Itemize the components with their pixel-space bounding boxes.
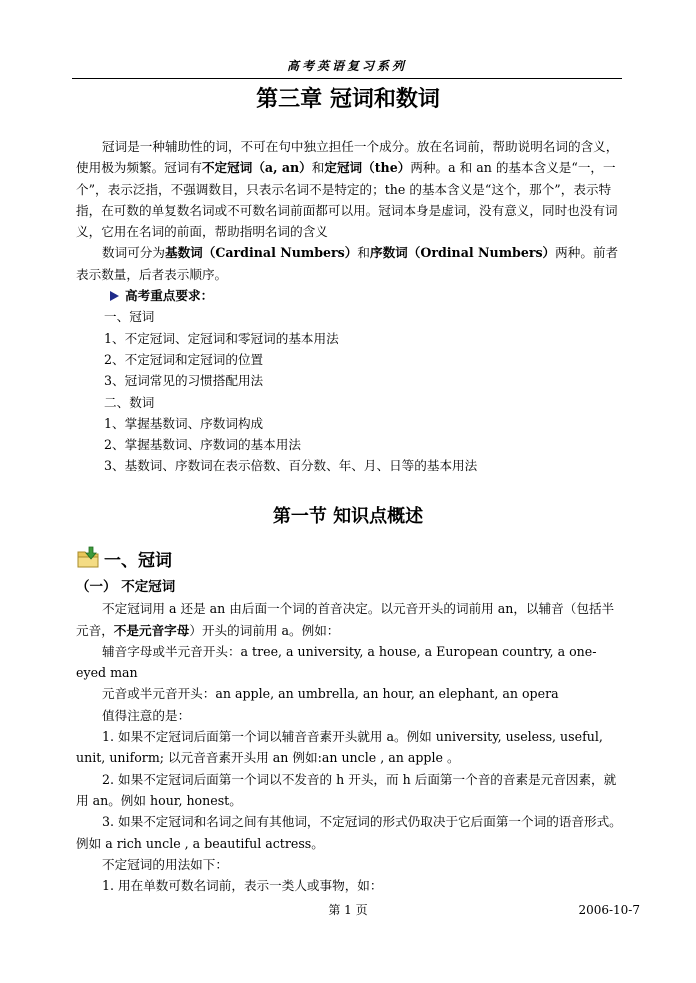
section-title: 第一节 知识点概述 — [272, 506, 424, 527]
text-run: 和 — [357, 245, 370, 261]
running-header: 高考英语复习系列 — [72, 54, 622, 79]
body-paragraph — [76, 598, 622, 641]
requirements-heading: 高考重点要求： — [76, 285, 622, 306]
text-run: 不定冠词的用法如下： — [102, 856, 228, 872]
requirement-item: 2、掌握基数词、序数词的基本用法 — [104, 437, 301, 453]
intro-block — [76, 136, 622, 477]
requirement-item: 3、冠词常见的习惯搭配用法 — [104, 373, 264, 389]
bold-term: 基数词（Cardinal Numbers） — [164, 245, 358, 261]
text-run: 1. 如果不定冠词后面第一个词以辅音音素开头就用 a。例如 university, useless, useful, unit, uniform; 以元音音素开头用 an 例如:an uncle , an apple 。 — [76, 729, 603, 766]
part-paragraphs — [76, 598, 622, 896]
intro-paragraph-2 — [76, 242, 622, 285]
requirement-item: 3、基数词、序数词在表示倍数、百分数、年、月、日等的基本用法 — [104, 458, 478, 474]
text-run: 数词可分为 — [102, 245, 165, 261]
text-run: 2. 如果不定冠词后面第一个词以不发音的 h 开头，而 h 后面第一个音的音素是元音因素，就用 an。例如 hour, honest。 — [76, 771, 617, 808]
text-run: ）开头的词前用 a。例如： — [189, 622, 340, 638]
triangle-bullet-icon — [110, 291, 119, 301]
intro-paragraph-1 — [76, 136, 622, 242]
requirement-item: 一、冠词 — [104, 309, 155, 325]
text-run: 冠词是一种辅助性的词，不可在句中独立担任一个成分。放在名词前，帮助说明名词的含义，使用极为频繁。冠词有 — [76, 139, 619, 176]
body-paragraph — [76, 854, 622, 875]
body-paragraph — [76, 811, 622, 854]
requirement-item: 2、不定冠词和定冠词的位置 — [104, 351, 264, 367]
body-paragraph — [76, 683, 622, 704]
requirements-list — [76, 306, 622, 476]
body-paragraph — [76, 641, 622, 684]
page-number: 第 1 页 — [328, 903, 368, 917]
text-run: 3. 如果不定冠词和名词之间有其他词，不定冠词的形式仍取决于它后面第一个词的语音形式。例如 a rich uncle , a beautiful actress。 — [76, 814, 622, 851]
text-run: 元音或半元音开头：an apple, an umbrella, an hour, an elephant, an opera — [102, 686, 559, 702]
chapter-title: 第三章 冠词和数词 — [256, 87, 440, 112]
text-run: 两种。a 和 an 的基本含义是“一，一个”，表示泛指，不强调数目，只表示名词不是特定的；the 的基本含义是“这个，那个”，表示特指，在可数的单复数名词或不可数名词前面都可以用。冠词本身是虚词，没有意义，同时也没有词义，它用在名词的前面，帮助指明名词的含义 — [76, 160, 618, 240]
folder-download-icon — [76, 546, 102, 570]
requirement-item: 二、数词 — [104, 394, 155, 410]
text-run: 和 — [311, 160, 325, 176]
bold-term: 定冠词（the） — [324, 160, 411, 176]
text-run: 值得注意的是： — [102, 707, 191, 723]
body-paragraph — [76, 875, 622, 896]
text-run: 不定冠词用 a 还是 an 由后面一个词的首音决定。以元音开头的词前用 an，以辅音（包括半元音， — [76, 601, 615, 638]
text-run: 两种。前者表示数量，后者表示顺序。 — [76, 245, 619, 282]
requirement-item: 1、不定冠词、定冠词和零冠词的基本用法 — [104, 330, 339, 346]
body-paragraph — [76, 726, 622, 769]
part-body — [76, 577, 622, 896]
bold-term: 序数词（Ordinal Numbers） — [369, 245, 556, 261]
footer-date: 2006-10-7 — [578, 903, 640, 917]
body-paragraph — [76, 705, 622, 726]
body-paragraph — [76, 769, 622, 812]
part-heading: 一、冠词 — [76, 542, 172, 574]
bold-term: 不定冠词（a, an） — [201, 160, 312, 176]
text-run: 1. 用在单数可数名词前，表示一类人或事物，如： — [102, 878, 383, 894]
text-run: 辅音字母或半元音开头：a tree, a university, a house, a European country, a one-eyed man — [76, 643, 597, 681]
requirement-item: 1、掌握基数词、序数词构成 — [104, 415, 264, 431]
bold-term: 不是元音字母 — [113, 622, 190, 638]
sub-heading: （一） 不定冠词 — [76, 579, 176, 595]
